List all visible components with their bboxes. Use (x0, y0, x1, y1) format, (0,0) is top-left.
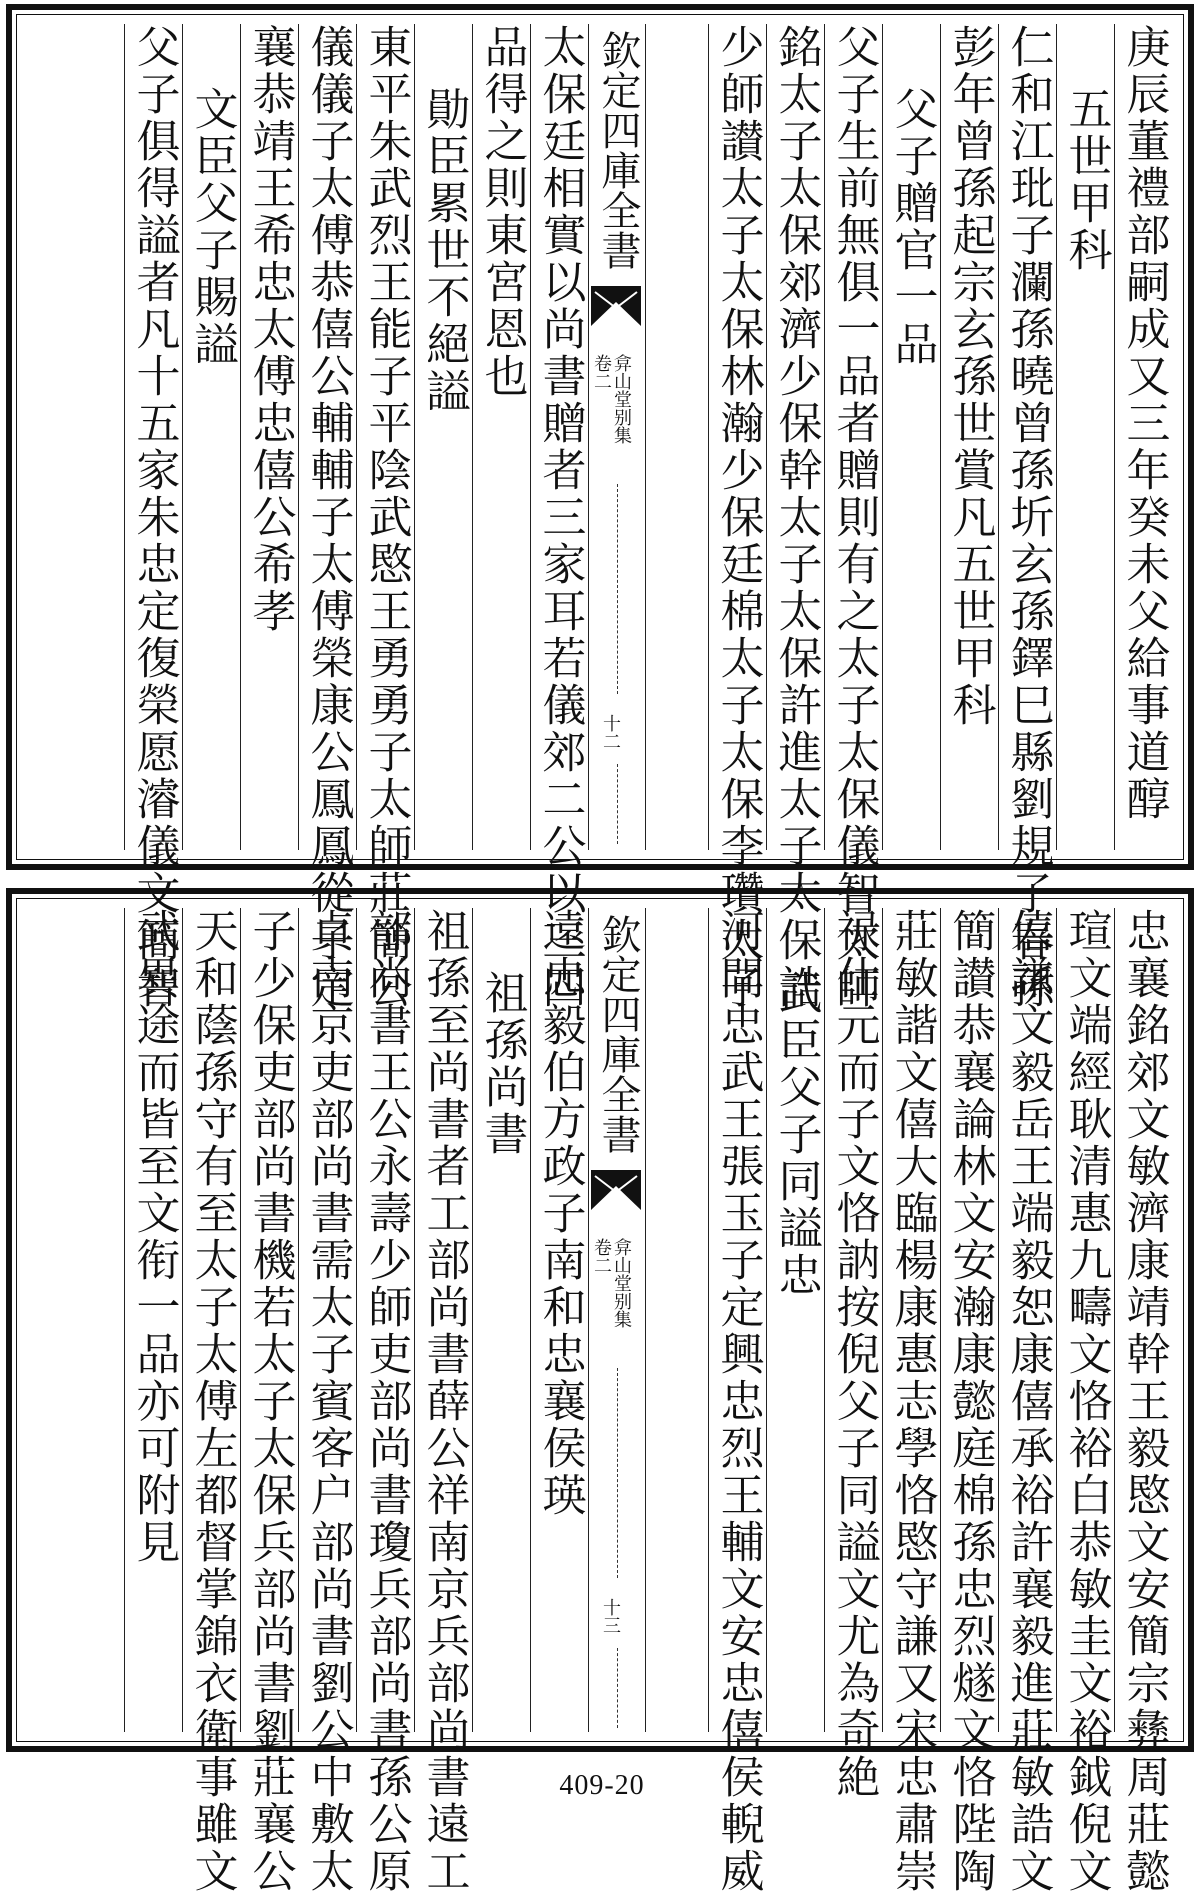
column-text: 祖孫尚書 (476, 970, 528, 1158)
column-text: 河間忠武王張玉子定興忠烈王輔文安忠僖侯輗威 (712, 908, 764, 1895)
column-text: 五世甲科 (1060, 86, 1112, 274)
column-text: 文臣父子賜謚 (186, 86, 238, 368)
column-text: 祖孫至尚書者工部尚書薛公祥南京兵部尚書遠工 (418, 908, 470, 1895)
fold-title: 欽定四庫全書 (595, 914, 641, 1154)
text-column (766, 908, 824, 1732)
column-text: 僖謙文毅岳王端毅恕康僖承裕許襄毅進莊敏誥文 (1002, 908, 1054, 1895)
column-text: 少師讃太子太保林瀚少保廷棉太子太保李瓚太子 (712, 24, 764, 1011)
column-text: 彭年曾孫起宗玄孫世賞凡五世甲科 (944, 24, 996, 729)
column-text: 莊敏諧文僖大臨楊康惠志學恪愍守謙又宋忠肅崇 (886, 908, 938, 1895)
text-column (240, 24, 298, 850)
column-text: 瑄文端經耿清惠九疇文恪裕白恭敏圭文裕鉞倪文 (1060, 908, 1112, 1895)
column-text: 部尚書王公永壽少師吏部尚書瓊兵部尚書孫公原 (360, 908, 412, 1895)
text-column (1056, 24, 1114, 850)
text-column (1114, 908, 1172, 1895)
text-column (298, 24, 356, 1011)
column-text: 貞南京吏部尚書需太子賓客户部尚書劉公中敷太 (302, 908, 354, 1895)
text-column (298, 908, 356, 1895)
text-column (530, 908, 588, 1732)
text-column (998, 908, 1056, 1895)
text-column (472, 908, 530, 1732)
fold-margin (588, 24, 646, 850)
column-text: 太保廷相實以尚書贈者三家耳若儀郊二公以三四 (534, 24, 586, 1011)
text-column (1056, 908, 1114, 1895)
column-text: 武臣父子同謚忠 (770, 970, 822, 1299)
text-column (882, 908, 940, 1895)
text-column (940, 24, 998, 850)
text-column (708, 24, 766, 1011)
volume-label: 卷二 (591, 1238, 612, 1274)
book-title: 弇山堂别集 (611, 1238, 632, 1328)
text-column (414, 908, 472, 1895)
fold-margin (588, 908, 646, 1732)
top-page-frame (6, 4, 1194, 1011)
text-column (182, 908, 240, 1895)
fold-page-number: 十二 (600, 714, 621, 750)
column-text: 父子贈官一品 (886, 86, 938, 368)
text-column (882, 24, 940, 850)
fish-tail-mark-icon (591, 1170, 641, 1210)
text-column (124, 908, 182, 1732)
column-text: 子少保吏部尚書機若太子太保兵部尚書劉莊襄公 (244, 908, 296, 1895)
column-text: 遠忠毅伯方政子南和忠襄侯瑛 (534, 908, 586, 1519)
text-column (824, 908, 882, 1801)
column-text: 銘太子太保郊濟少保幹太子太保許進太子太保誥 (770, 24, 822, 1011)
column-text: 儀儀子太傅恭僖公輔輔子太傅榮康公鳳鳳從子定 (302, 24, 354, 1011)
book-title: 弇山堂别集 (611, 354, 632, 444)
fold-dash-line (617, 1368, 618, 1578)
text-column (240, 908, 298, 1895)
text-column (766, 24, 824, 1011)
text-column (940, 908, 998, 1895)
column-text: 襄恭靖王希忠太傅忠僖公希孝 (244, 24, 296, 635)
text-column (472, 24, 530, 850)
fold-dash-line (617, 484, 618, 694)
column-text: 東平朱武烈王能子平陰武愍王勇勇子太師莊簡公 (360, 24, 412, 1011)
text-column (356, 908, 414, 1895)
fish-tail-mark-icon (591, 286, 641, 326)
fold-page-number: 十三 (600, 1598, 621, 1634)
text-column (356, 24, 414, 1011)
fold-dash-line (617, 764, 618, 844)
text-column (824, 24, 882, 1011)
column-text: 仁和江玭子瀾孫曉曾孫圻玄孫鐸巳縣劉規子春孫 (1002, 24, 1054, 1011)
column-text: 父子俱得謚者凡十五家朱忠定復榮愿濬儀文簡智 (128, 24, 180, 1011)
text-column (708, 908, 766, 1895)
column-text: 忠襄銘郊文敏濟康靖幹王毅愍文安簡宗彝周莊懿 (1118, 908, 1170, 1895)
column-text: 天和蔭孫守有至太子太傅左都督掌錦衣衛事雖文 (186, 908, 238, 1895)
column-text: 庚辰董禮部嗣成又三年癸未父給事道醇 (1118, 24, 1170, 823)
column-text: 品得之則東宮恩也 (476, 24, 528, 400)
text-column (124, 24, 182, 1011)
column-text: 父子生前無俱一品者贈則有之太子太保儀智太師 (828, 24, 880, 1011)
text-column (414, 24, 472, 850)
column-text: 簡讃恭襄論林文安瀚康懿庭棉孫忠烈燧文恪陛陶 (944, 908, 996, 1895)
fold-title: 欽定四庫全書 (595, 30, 641, 270)
text-column (1114, 24, 1172, 850)
fold-dash-line (617, 1648, 618, 1728)
volume-label: 卷二 (591, 354, 612, 390)
page-number: 409-20 (559, 1770, 645, 1801)
text-column (530, 24, 588, 1011)
text-column (998, 24, 1056, 1011)
column-text: 禄仕元而子文恪訥按倪父子同謚文尤為奇絶 (828, 908, 880, 1801)
text-column (182, 24, 240, 850)
column-text: 武異途而皆至文衔一品亦可附見 (128, 908, 180, 1566)
column-text: 勛臣累世不絕謚 (418, 86, 470, 415)
